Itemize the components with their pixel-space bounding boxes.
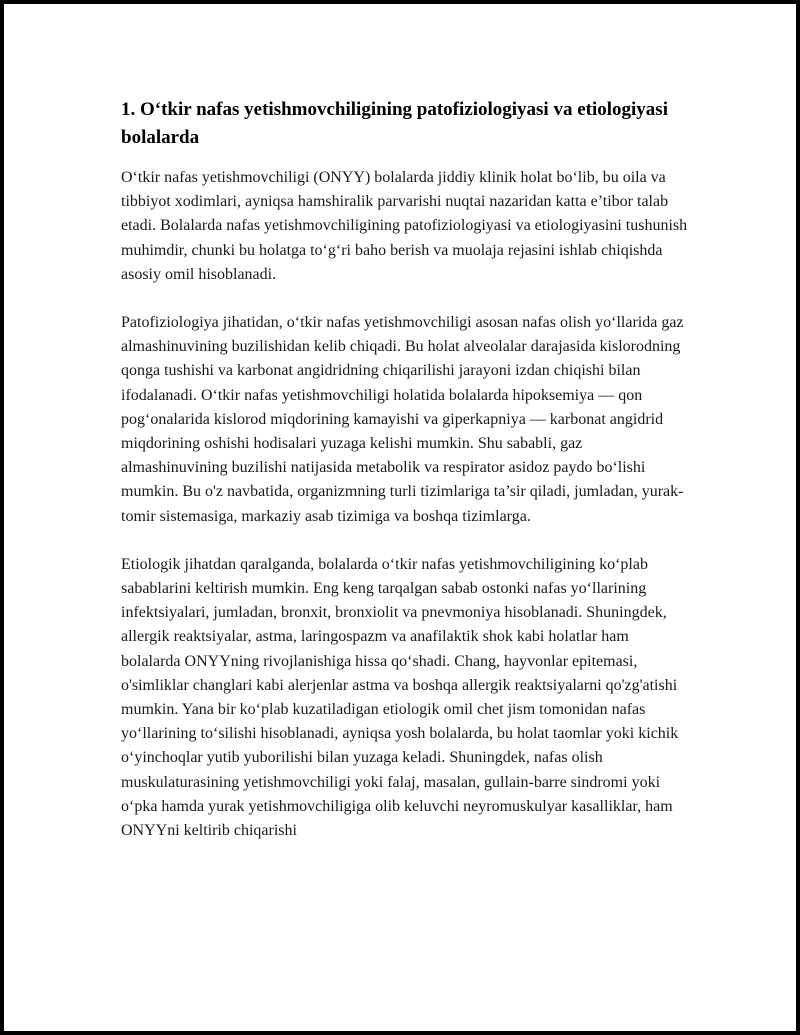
paragraph-intro: O‘tkir nafas yetishmovchiligi (ONYY) bolalarda jiddiy klinik holat bo‘lib, bu oila va tibbiyot xodimlari, ayniqsa hamshiralik parvarishi nuqtai nazaridan katta e’tibor talab etadi. Bolalarda nafas yetishmovchiligining patofiziologiyasi va etiologiyasini tushunish muhimdir, chunki bu holatga to‘g‘ri baho berish va muolaja rejasini ishlab chiqishda asosiy omil hisoblanadi.	[121, 169, 688, 283]
document-body	[121, 96, 691, 867]
section-heading: 1. O‘tkir nafas yetishmovchiligining patofiziologiyasi va etiologiyasi bolalarda	[121, 99, 668, 148]
paragraph-pathophysiology: Patofiziologiya jihatidan, o‘tkir nafas yetishmovchiligi asosan nafas olish yo‘llarida gaz almashinuvining buzilishidan kelib chiqadi. Bu holat alveolalar darajasida kislorodning qonga tushishi va karbonat angidridning chiqarilishi jarayoni izdan chiqishi bilan ifodalanadi. O‘tkir nafas yetishmovchiligi holatida bolalarda hipoksemiya — qon pog‘onalarida kislorod miqdorining kamayishi va giperkapniya — karbonat angidrid miqdorining oshishi hodisalari yuzaga kelishi mumkin. Shu sababli, gaz almashinuvining buzilishi natijasida metabolik va respirator asidoz paydo bo‘lishi mumkin. Bu o'z navbatida, organizmning turli tizimlariga ta’sir qiladi, jumladan, yurak-tomir sistemasiga, markaziy asab tizimiga va boshqa tizimlarga.	[121, 314, 684, 525]
paragraph-etiology: Etiologik jihatdan qaralganda, bolalarda o‘tkir nafas yetishmovchiligining ko‘plab sabablarini keltirish mumkin. Eng keng tarqalgan sabab ostonki nafas yo‘llarining infektsiyalari, jumladan, bronxit, bronxiolit va pnevmoniya hisoblanadi. Shuningdek, allergik reaktsiyalar, astma, laringospazm va anafilaktik shok kabi holatlar ham bolalarda ONYYning rivojlanishiga hissa qo‘shadi. Chang, hayvonlar epitemasi, o'simliklar changlari kabi alerjenlar astma va boshqa allergik reaktsiyalarni qo'zg'atishi mumkin. Yana bir ko‘plab kuzatiladigan etiologik omil chet jism tomonidan nafas yo‘llarining to‘silishi hisoblanadi, ayniqsa yosh bolalarda, bu holat taomlar yoki kichik o‘yinchoqlar yutib yuborilishi bilan yuzaga keladi. Shuningdek, nafas olish muskulaturasining yetishmovchiligi yoki falaj, masalan, gullain-barre sindromi yoki o‘pka hamda yurak yetishmovchiligiga olib keluvchi neyromuskulyar kasalliklar, ham ONYYni keltirib chiqarishi	[121, 555, 679, 840]
